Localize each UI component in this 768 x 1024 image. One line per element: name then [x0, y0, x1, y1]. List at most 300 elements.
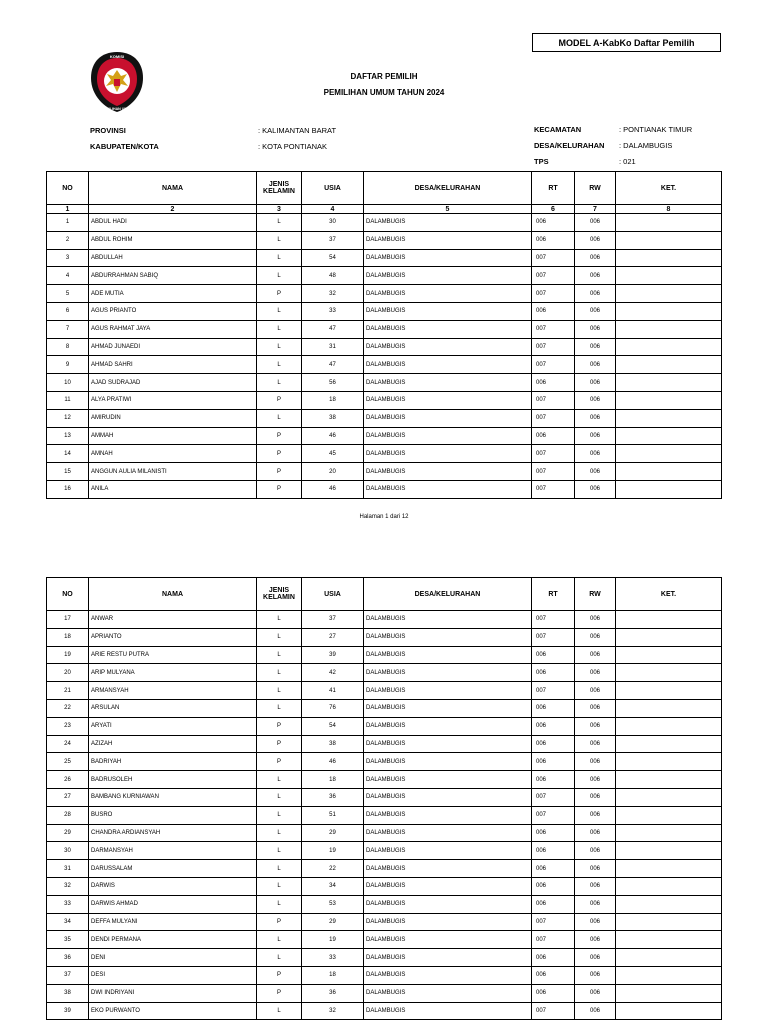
cell-rt: 007: [532, 249, 575, 267]
cell-desa: DALAMBUGIS: [364, 717, 532, 735]
table-row: [47, 949, 722, 967]
cell-usia: 38: [302, 409, 364, 427]
cell-rw: 006: [575, 984, 616, 1002]
cell-rt: 006: [532, 824, 575, 842]
table-row: [47, 682, 722, 700]
cell-rt: 006: [532, 646, 575, 664]
cell-desa: DALAMBUGIS: [364, 949, 532, 967]
cell-jenis-kelamin: P: [257, 391, 302, 409]
cell-usia: 53: [302, 895, 364, 913]
cell-rw: 006: [575, 356, 616, 374]
cell-no: 13: [47, 427, 89, 445]
cell-rw: 006: [575, 949, 616, 967]
header-desa: DESA/KELURAHAN: [364, 172, 532, 205]
table-row: [47, 231, 722, 249]
cell-nama: DENDI PERMANA: [89, 931, 257, 949]
cell-jenis-kelamin: P: [257, 717, 302, 735]
cell-no: 39: [47, 1002, 89, 1020]
cell-ket: [616, 611, 722, 629]
cell-usia: 20: [302, 463, 364, 481]
cell-rw: 006: [575, 320, 616, 338]
cell-usia: 31: [302, 338, 364, 356]
column-index: 7: [575, 205, 616, 214]
cell-ket: [616, 302, 722, 320]
cell-nama: BUSRO: [89, 806, 257, 824]
table-header-row: [47, 578, 722, 611]
cell-rt: 007: [532, 480, 575, 498]
cell-nama: DARWIS: [89, 877, 257, 895]
cell-rt: 006: [532, 302, 575, 320]
svg-text:KOMISI: KOMISI: [109, 54, 125, 59]
cell-nama: ANGGUN AULIA MILANISTI: [89, 463, 257, 481]
cell-no: 30: [47, 842, 89, 860]
cell-nama: ARMANSYAH: [89, 682, 257, 700]
cell-desa: DALAMBUGIS: [364, 628, 532, 646]
cell-jenis-kelamin: L: [257, 320, 302, 338]
cell-nama: DARUSSALAM: [89, 860, 257, 878]
cell-no: 28: [47, 806, 89, 824]
cell-rt: 007: [532, 285, 575, 303]
cell-nama: ARYATI: [89, 717, 257, 735]
cell-nama: BADRUSOLEH: [89, 771, 257, 789]
cell-jenis-kelamin: L: [257, 699, 302, 717]
cell-no: 35: [47, 931, 89, 949]
cell-no: 8: [47, 338, 89, 356]
cell-rt: 007: [532, 913, 575, 931]
table-header-row: [47, 172, 722, 205]
cell-usia: 37: [302, 611, 364, 629]
cell-ket: [616, 445, 722, 463]
cell-rt: 007: [532, 338, 575, 356]
cell-no: 4: [47, 267, 89, 285]
table-row: [47, 860, 722, 878]
cell-usia: 46: [302, 480, 364, 498]
cell-desa: DALAMBUGIS: [364, 285, 532, 303]
cell-nama: ARSULAN: [89, 699, 257, 717]
cell-ket: [616, 628, 722, 646]
cell-rw: 006: [575, 611, 616, 629]
cell-ket: [616, 931, 722, 949]
model-label: MODEL A-KabKo Daftar Pemilih: [532, 33, 721, 52]
cell-jenis-kelamin: L: [257, 806, 302, 824]
cell-usia: 22: [302, 860, 364, 878]
cell-ket: [616, 966, 722, 984]
cell-rt: 007: [532, 788, 575, 806]
cell-jenis-kelamin: P: [257, 966, 302, 984]
cell-rw: 006: [575, 664, 616, 682]
table-row: [47, 824, 722, 842]
cell-usia: 37: [302, 231, 364, 249]
cell-jenis-kelamin: P: [257, 285, 302, 303]
cell-jenis-kelamin: L: [257, 842, 302, 860]
cell-usia: 36: [302, 788, 364, 806]
table-row: [47, 877, 722, 895]
header-no: NO: [47, 578, 89, 611]
cell-jenis-kelamin: L: [257, 682, 302, 700]
cell-usia: 33: [302, 949, 364, 967]
table-row: [47, 249, 722, 267]
cell-ket: [616, 771, 722, 789]
cell-rw: 006: [575, 771, 616, 789]
cell-nama: AMIRUDIN: [89, 409, 257, 427]
cell-nama: ABDUL HADI: [89, 214, 257, 232]
cell-no: 29: [47, 824, 89, 842]
table-row: [47, 463, 722, 481]
cell-desa: DALAMBUGIS: [364, 646, 532, 664]
voter-table-page-1: [46, 171, 722, 499]
cell-rw: 006: [575, 302, 616, 320]
cell-rw: 006: [575, 409, 616, 427]
cell-nama: AJAD SUDRAJAD: [89, 374, 257, 392]
kpu-logo: [89, 50, 145, 114]
tps-value: : 021: [619, 157, 636, 166]
kecamatan-value: : PONTIANAK TIMUR: [619, 125, 693, 134]
cell-rw: 006: [575, 966, 616, 984]
header-rw: RW: [575, 172, 616, 205]
cell-nama: DESI: [89, 966, 257, 984]
cell-jenis-kelamin: P: [257, 984, 302, 1002]
cell-rt: 006: [532, 949, 575, 967]
cell-rt: 006: [532, 842, 575, 860]
table-row: [47, 409, 722, 427]
cell-rw: 006: [575, 753, 616, 771]
cell-rt: 007: [532, 267, 575, 285]
cell-ket: [616, 717, 722, 735]
cell-usia: 32: [302, 285, 364, 303]
cell-rt: 007: [532, 628, 575, 646]
table-row: [47, 391, 722, 409]
cell-rt: 007: [532, 1002, 575, 1020]
column-index: 1: [47, 205, 89, 214]
cell-no: 22: [47, 699, 89, 717]
cell-rw: 006: [575, 231, 616, 249]
cell-no: 11: [47, 391, 89, 409]
cell-jenis-kelamin: L: [257, 611, 302, 629]
cell-rw: 006: [575, 931, 616, 949]
column-index: 5: [364, 205, 532, 214]
cell-nama: AHMAD JUNAEDI: [89, 338, 257, 356]
cell-rw: 006: [575, 249, 616, 267]
table-row: [47, 966, 722, 984]
provinsi-value: : KALIMANTAN BARAT: [258, 126, 337, 135]
cell-rt: 006: [532, 966, 575, 984]
cell-jenis-kelamin: P: [257, 445, 302, 463]
cell-no: 32: [47, 877, 89, 895]
cell-desa: DALAMBUGIS: [364, 682, 532, 700]
cell-ket: [616, 409, 722, 427]
cell-desa: DALAMBUGIS: [364, 895, 532, 913]
cell-usia: 76: [302, 699, 364, 717]
cell-rw: 006: [575, 699, 616, 717]
cell-usia: 18: [302, 771, 364, 789]
cell-rw: 006: [575, 646, 616, 664]
cell-rt: 006: [532, 895, 575, 913]
cell-jenis-kelamin: L: [257, 302, 302, 320]
cell-jenis-kelamin: L: [257, 231, 302, 249]
cell-desa: DALAMBUGIS: [364, 984, 532, 1002]
cell-usia: 47: [302, 320, 364, 338]
cell-usia: 27: [302, 628, 364, 646]
cell-rt: 006: [532, 664, 575, 682]
cell-no: 20: [47, 664, 89, 682]
cell-no: 7: [47, 320, 89, 338]
cell-nama: ANILA: [89, 480, 257, 498]
cell-usia: 45: [302, 445, 364, 463]
table-row: [47, 735, 722, 753]
desa-label: DESA/KELURAHAN: [534, 141, 605, 150]
cell-usia: 38: [302, 735, 364, 753]
cell-nama: AZIZAH: [89, 735, 257, 753]
cell-nama: DARMANSYAH: [89, 842, 257, 860]
cell-rt: 007: [532, 445, 575, 463]
page-footer: Halaman 1 dari 12: [359, 514, 409, 520]
cell-no: 33: [47, 895, 89, 913]
cell-nama: APRIANTO: [89, 628, 257, 646]
cell-rt: 007: [532, 931, 575, 949]
table-row: [47, 646, 722, 664]
cell-ket: [616, 285, 722, 303]
cell-rw: 006: [575, 427, 616, 445]
table-row: [47, 788, 722, 806]
document-subtitle: PEMILIHAN UMUM TAHUN 2024: [323, 88, 445, 97]
header-jenis-kelamin: JENIS KELAMIN: [257, 172, 302, 205]
cell-rw: 006: [575, 860, 616, 878]
cell-nama: AMMAH: [89, 427, 257, 445]
cell-rw: 006: [575, 806, 616, 824]
voter-table-page-2: [46, 577, 722, 1020]
cell-jenis-kelamin: L: [257, 214, 302, 232]
cell-no: 10: [47, 374, 89, 392]
table-row: [47, 895, 722, 913]
cell-usia: 30: [302, 214, 364, 232]
cell-usia: 54: [302, 249, 364, 267]
cell-nama: AMNAH: [89, 445, 257, 463]
table-row: [47, 984, 722, 1002]
cell-rw: 006: [575, 913, 616, 931]
table-row: [47, 931, 722, 949]
cell-rw: 006: [575, 842, 616, 860]
header-rt: RT: [532, 172, 575, 205]
cell-rt: 006: [532, 699, 575, 717]
cell-rw: 006: [575, 824, 616, 842]
cell-jenis-kelamin: L: [257, 1002, 302, 1020]
cell-desa: DALAMBUGIS: [364, 267, 532, 285]
table-row: [47, 445, 722, 463]
cell-desa: DALAMBUGIS: [364, 860, 532, 878]
cell-jenis-kelamin: L: [257, 249, 302, 267]
cell-rt: 007: [532, 320, 575, 338]
cell-usia: 39: [302, 646, 364, 664]
cell-desa: DALAMBUGIS: [364, 699, 532, 717]
table-row: [47, 480, 722, 498]
cell-nama: ABDUL ROHIM: [89, 231, 257, 249]
cell-usia: 33: [302, 302, 364, 320]
cell-ket: [616, 860, 722, 878]
header-rw: RW: [575, 578, 616, 611]
cell-usia: 51: [302, 806, 364, 824]
cell-no: 23: [47, 717, 89, 735]
cell-jenis-kelamin: P: [257, 913, 302, 931]
cell-desa: DALAMBUGIS: [364, 842, 532, 860]
tps-label: TPS: [534, 157, 549, 166]
cell-rw: 006: [575, 480, 616, 498]
cell-nama: EKO PURWANTO: [89, 1002, 257, 1020]
cell-no: 31: [47, 860, 89, 878]
cell-usia: 48: [302, 267, 364, 285]
cell-rt: 006: [532, 374, 575, 392]
cell-jenis-kelamin: L: [257, 824, 302, 842]
cell-ket: [616, 320, 722, 338]
cell-jenis-kelamin: L: [257, 895, 302, 913]
cell-rt: 006: [532, 860, 575, 878]
cell-nama: ADE MUTIA: [89, 285, 257, 303]
cell-usia: 29: [302, 913, 364, 931]
cell-desa: DALAMBUGIS: [364, 391, 532, 409]
cell-ket: [616, 374, 722, 392]
cell-desa: DALAMBUGIS: [364, 735, 532, 753]
column-index: 8: [616, 205, 722, 214]
cell-usia: 32: [302, 1002, 364, 1020]
cell-jenis-kelamin: L: [257, 338, 302, 356]
table-row: [47, 806, 722, 824]
cell-no: 1: [47, 214, 89, 232]
provinsi-label: PROVINSI: [90, 126, 126, 135]
cell-rt: 006: [532, 214, 575, 232]
table-row: [47, 214, 722, 232]
cell-rw: 006: [575, 374, 616, 392]
cell-desa: DALAMBUGIS: [364, 966, 532, 984]
header-jenis-kelamin: JENIS KELAMIN: [257, 578, 302, 611]
cell-no: 5: [47, 285, 89, 303]
cell-ket: [616, 356, 722, 374]
cell-desa: DALAMBUGIS: [364, 249, 532, 267]
desa-value: : DALAMBUGIS: [619, 141, 673, 150]
cell-usia: 47: [302, 356, 364, 374]
cell-rt: 006: [532, 984, 575, 1002]
cell-no: 6: [47, 302, 89, 320]
cell-ket: [616, 984, 722, 1002]
cell-jenis-kelamin: L: [257, 374, 302, 392]
header-ket: KET.: [616, 578, 722, 611]
cell-ket: [616, 877, 722, 895]
cell-ket: [616, 682, 722, 700]
cell-ket: [616, 338, 722, 356]
cell-jenis-kelamin: P: [257, 735, 302, 753]
cell-nama: ARIP MULYANA: [89, 664, 257, 682]
cell-jenis-kelamin: L: [257, 771, 302, 789]
cell-no: 24: [47, 735, 89, 753]
cell-nama: DEFFA MULYANI: [89, 913, 257, 931]
cell-nama: ANWAR: [89, 611, 257, 629]
cell-usia: 34: [302, 877, 364, 895]
cell-ket: [616, 788, 722, 806]
cell-usia: 42: [302, 664, 364, 682]
cell-ket: [616, 949, 722, 967]
table-row: [47, 699, 722, 717]
cell-no: 37: [47, 966, 89, 984]
table-row: [47, 374, 722, 392]
cell-usia: 19: [302, 842, 364, 860]
cell-rt: 006: [532, 877, 575, 895]
cell-jenis-kelamin: P: [257, 463, 302, 481]
cell-desa: DALAMBUGIS: [364, 1002, 532, 1020]
header-usia: USIA: [302, 172, 364, 205]
header-nama: NAMA: [89, 578, 257, 611]
column-index-row: [47, 205, 722, 214]
cell-ket: [616, 1002, 722, 1020]
cell-rw: 006: [575, 445, 616, 463]
kabupaten-label: KABUPATEN/KOTA: [90, 142, 159, 151]
cell-rt: 007: [532, 391, 575, 409]
cell-ket: [616, 699, 722, 717]
cell-desa: DALAMBUGIS: [364, 611, 532, 629]
cell-usia: 46: [302, 427, 364, 445]
cell-desa: DALAMBUGIS: [364, 480, 532, 498]
cell-ket: [616, 806, 722, 824]
cell-desa: DALAMBUGIS: [364, 214, 532, 232]
cell-rt: 006: [532, 231, 575, 249]
cell-desa: DALAMBUGIS: [364, 664, 532, 682]
cell-nama: CHANDRA ARDIANSYAH: [89, 824, 257, 842]
svg-text:PEMILIHAN UMUM: PEMILIHAN UMUM: [101, 107, 133, 111]
column-index: 3: [257, 205, 302, 214]
cell-no: 26: [47, 771, 89, 789]
cell-no: 38: [47, 984, 89, 1002]
cell-desa: DALAMBUGIS: [364, 320, 532, 338]
cell-ket: [616, 753, 722, 771]
cell-rt: 007: [532, 356, 575, 374]
cell-ket: [616, 913, 722, 931]
cell-ket: [616, 249, 722, 267]
header-ket: KET.: [616, 172, 722, 205]
cell-no: 25: [47, 753, 89, 771]
cell-desa: DALAMBUGIS: [364, 409, 532, 427]
cell-rw: 006: [575, 1002, 616, 1020]
cell-jenis-kelamin: L: [257, 409, 302, 427]
cell-ket: [616, 664, 722, 682]
cell-usia: 41: [302, 682, 364, 700]
cell-jenis-kelamin: L: [257, 949, 302, 967]
cell-no: 14: [47, 445, 89, 463]
cell-usia: 46: [302, 753, 364, 771]
cell-no: 21: [47, 682, 89, 700]
cell-rw: 006: [575, 285, 616, 303]
table-row: [47, 913, 722, 931]
cell-desa: DALAMBUGIS: [364, 338, 532, 356]
cell-jenis-kelamin: L: [257, 931, 302, 949]
cell-ket: [616, 267, 722, 285]
cell-nama: BADRIYAH: [89, 753, 257, 771]
cell-jenis-kelamin: L: [257, 860, 302, 878]
cell-rw: 006: [575, 788, 616, 806]
cell-no: 16: [47, 480, 89, 498]
cell-ket: [616, 427, 722, 445]
cell-rw: 006: [575, 682, 616, 700]
cell-jenis-kelamin: L: [257, 267, 302, 285]
header-no: NO: [47, 172, 89, 205]
cell-ket: [616, 463, 722, 481]
cell-jenis-kelamin: L: [257, 628, 302, 646]
cell-nama: DARWIS AHMAD: [89, 895, 257, 913]
cell-nama: DWI INDRIYANI: [89, 984, 257, 1002]
table-row: [47, 285, 722, 303]
table-row: [47, 717, 722, 735]
cell-rt: 007: [532, 682, 575, 700]
cell-desa: DALAMBUGIS: [364, 302, 532, 320]
cell-rt: 007: [532, 463, 575, 481]
cell-desa: DALAMBUGIS: [364, 931, 532, 949]
cell-no: 15: [47, 463, 89, 481]
